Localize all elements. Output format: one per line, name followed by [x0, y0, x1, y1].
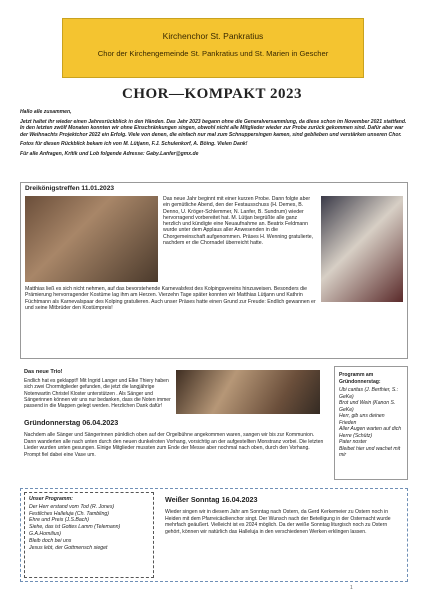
choir-subtitle: Chor der Kirchengemeinde St. Pankratius und St. Marien in Gescher — [97, 49, 329, 58]
choir-name: Kirchenchor St. Pankratius — [162, 31, 264, 41]
page-number: 1 — [350, 585, 353, 591]
intro-body: Jetzt haltet ihr wieder einen Jahresrückblick in den Händen. Das Jahr 2023 begann ohne die Generalversammlung, da diese schon im November 2021 stattfand. In den letzten zwölf Monaten konnten wir ohne Einschränkungen singen, obwohl nicht alle Mitglieder wieder zur Probe zurück gekommen sind. Dafür aber war der Weihnachts Projektchor 2022 ein Erfolg. Viele von denen, die einfach nur mal zum Schnuppersingen kamen, sind geblieben und verstärken unseren Chor. — [20, 118, 407, 138]
intro-contact: Für alle Anfragen, Kritik und Lob folgende Adresse: Gaby.Lanfer@gmx.de — [20, 150, 199, 157]
program-item: G.A.Homilius) — [29, 530, 61, 537]
dreikoenig-text-b: Matthias ließ es sich nicht nehmen, auf das bevorstehende Karnevalsfest des Kolpingsvereins hinzuweisen. Besonders die Prämierung hervorragender Kostüme lag ihm am Herzen. Vierzehn Tage später konnten wir Matthias Lütjann und Kathrin Füchtmann als Karnevalspaar des Kolping gratulieren. Auch unser Präses hatte einen Grund zur Freude: Endlich gewannen er und seine Mitbrüder den Kostümpreis! — [25, 286, 316, 311]
program-gruendonnerstag — [334, 366, 408, 480]
program-item: Siehe, das ist Gottes Lamm (Telemann) — [29, 524, 121, 531]
intro-block — [20, 109, 408, 161]
program-item: Brot und Wein (Kanon S. GeKe) — [339, 400, 396, 413]
header-banner — [62, 18, 364, 78]
program-item: Bleibet hier und wachet mit mir — [339, 445, 401, 458]
gruendonnerstag-text: Nachdem alle Sänger und Sängerinnen pünktlich oben auf der Orgelbühne angekommen waren, sangen wir bis zur Kommunion. Dann wanderten alle nach unten durch den neuen dunkelroten Vorhang, vorsichtig an der aufgestellten Monstranz vorbei. Die letzten Lieder wurden unten gesungen. Einige Mitglieder mussten zum Ende der Messe aber nochmal nach oben, durch den Vorhang. Prompt fiel dabei eine Vase um. — [24, 432, 324, 458]
gruendonnerstag-section — [20, 414, 330, 484]
weisser-sonntag-text: Wieder singen wir in diesem Jahr am Sonntag nach Ostern, da Gerd Kerkemeier zu Ostern noch in Heiden mit dem Pfarreicäcilienchor singt. Der Wunsch nach der Beteiligung in der Osternacht wurde mehrfach geäußert. Vielleicht ist es 2024 möglich. Da der weiße Sonntag liturgisch noch zu Ostern gehört, können wir natürlich das Halleluja in den verschiedenen Werken erklingen lassen. — [165, 509, 391, 535]
trio-text: Endlich hat es geklappt!! Mit Ingrid Langer und Elke Thiery haben sich zwei Chormitglieder gefunden, die jetzt die langjährige Notenwartin Christel Kloster unterstützen . Als Sänger und Sängerinnen können wir uns nur bedanken, dass die Noten immer passend in die Mappen gelegt werden. Herzlichen Dank dafür! — [24, 378, 171, 410]
carnival-photo — [321, 196, 403, 302]
program-item: Bleib doch bei uns — [29, 537, 72, 544]
dreikoenig-section — [20, 182, 408, 359]
program-item: Pater noster — [339, 439, 367, 445]
intro-greeting: Hallo alle zusammen, — [20, 109, 72, 115]
program-item: Der Herr erstand vom Tod (R. Jones) — [29, 503, 115, 510]
intro-photos: Fotos für diesen Rückblick bekam ich von M. Lütjann, F.J. Schulenkorf, A. Böing. Vielen Dank! — [20, 141, 248, 148]
program-item: Festliches Halleluja (Ch. Tambling) — [29, 510, 109, 517]
dreikoenig-text-a: Das neue Jahr beginnt mit einer kurzen Probe. Dann folgte aber ein gemütliche Abend, den der Festausschuss (H. Demes, B. Denno, U. Kröger-Schlemmer, N. Lanfer, B. Sundrum) wieder hervorragend vorbereitet hat. M. Lütjan begrüßte alle ganz herzlich und kündigte eine Neuaufnahme an. Beatrix Feldmann wurde unter dem Applaus aller Anwesenden in die Chorgemeinschaft aufgenommen. Präses H. Wenning gratulierte, nachdem er die Chornadel überreicht hatte. — [163, 196, 314, 247]
program-ws-heading: Unser Programm: — [29, 496, 73, 502]
weisser-sonntag-section — [20, 488, 408, 582]
gruendonnerstag-heading: Gründonnerstag 06.04.2023 — [24, 418, 119, 427]
program-item: Aller Augen warten auf dich Herre (Schütz) — [339, 426, 402, 439]
program-weisser-sonntag — [24, 492, 154, 578]
program-item: Jesus lebt, der Gottmensch sieget — [29, 544, 108, 551]
program-item: Ubi caritas (J. Berthier, S.: GeKe) — [339, 387, 399, 400]
program-gd-heading: Programm am Gründonnerstag: — [339, 372, 381, 385]
page-title: CHOR—KOMPAKT 2023 — [121, 86, 303, 102]
dreikoenig-heading: Dreikönigstreffen 11.01.2023 — [25, 185, 115, 192]
program-item: Herr, gib uns deinen Frieden — [339, 413, 385, 426]
weisser-sonntag-heading: Weißer Sonntag 16.04.2023 — [165, 495, 258, 504]
trio-heading: Das neue Trio! — [24, 369, 63, 375]
program-item: Ehre und Preis (J.S.Bach) — [29, 517, 89, 524]
dreikoenig-photo — [25, 196, 158, 282]
